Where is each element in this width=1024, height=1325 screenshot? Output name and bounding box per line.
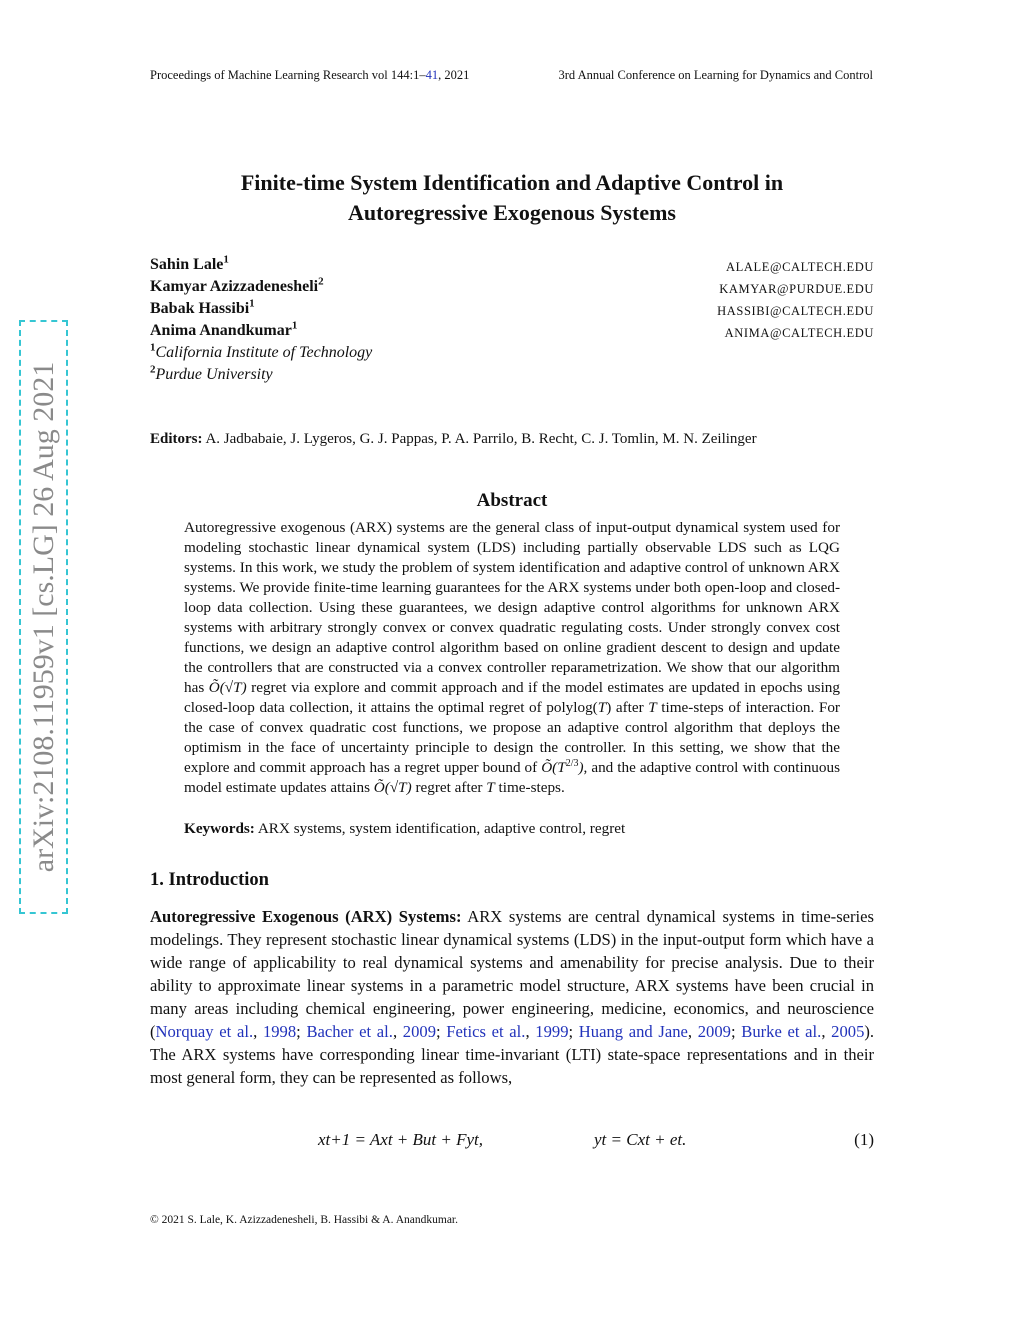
equation-output: yt = Cxt + et. (594, 1130, 687, 1149)
equation-1 (150, 1130, 874, 1154)
author-row (150, 253, 874, 278)
editors-label: Editors: (150, 431, 203, 447)
citation-link[interactable]: Bacher et al. (306, 1022, 393, 1041)
citation-year-link[interactable]: 2009 (697, 1022, 731, 1041)
keywords-line (184, 820, 840, 838)
citation-link[interactable]: Fetics et al. (446, 1022, 526, 1041)
citation-year-link[interactable]: 1999 (535, 1022, 569, 1041)
arxiv-stamp[interactable] (19, 320, 68, 914)
copyright-footer: © 2021 S. Lale, K. Azizzadenesheli, B. Hassibi & A. Anandkumar. (150, 1214, 459, 1226)
author-row (150, 275, 874, 300)
paragraph-lead: Autoregressive Exogenous (ARX) Systems: (150, 907, 462, 926)
author-row (150, 297, 874, 322)
keywords-label: Keywords: (184, 820, 255, 837)
equation-state-update: xt+1 = Axt + But + Fyt, (318, 1130, 484, 1149)
section-heading-introduction: 1. Introduction (150, 870, 269, 890)
author-block (150, 253, 874, 388)
author-name: Sahin Lale$^1$ (150, 253, 229, 273)
header-proceedings (150, 68, 469, 83)
header-page-link[interactable]: 41 (425, 68, 439, 82)
affiliation: $^2$Purdue University (150, 363, 273, 383)
editors-names: A. Jadbabaie, J. Lygeros, G. J. Pappas, P. A. Parrilo, B. Recht, C. J. Tomlin, M. N. Zeilinger (205, 431, 757, 447)
author-name: Babak Hassibi$^1$ (150, 297, 255, 317)
title-line-1: Finite-time System Identification and Adaptive Control in (240, 170, 784, 195)
author-row (150, 319, 874, 344)
citation-year-link[interactable]: 2009 (402, 1022, 436, 1041)
abstract-heading: Abstract (476, 490, 548, 511)
citation-year-link[interactable]: 1998 (262, 1022, 297, 1041)
arxiv-id: arXiv:2108.11959v1 [cs.LG] 26 Aug 2021 (26, 361, 60, 873)
header-conference: 3rd Annual Conference on Learning for Dynamics and Control (558, 68, 873, 82)
header-proceedings-prefix: Proceedings of Machine Learning Research vol 144:1– (150, 68, 426, 82)
citation-link[interactable]: Norquay et al. (155, 1022, 254, 1041)
author-email[interactable]: ALALE@CALTECH.EDU (726, 260, 874, 274)
author-name: Kamyar Azizzadenesheli$^2$ (150, 275, 324, 295)
citation-year-link[interactable]: 2005 (831, 1022, 865, 1041)
author-email[interactable]: ANIMA@CALTECH.EDU (724, 326, 874, 340)
equation-number: (1) (854, 1130, 874, 1149)
author-email[interactable]: HASSIBI@CALTECH.EDU (717, 304, 874, 318)
introduction-paragraph: Autoregressive Exogenous (ARX) Systems: ARX systems are central dynamical systems in time-series modelings. They represent stochastic linear dynamical systems (LDS) in the input-output form which have a wide range of applicability to real dynamical systems and amenability for precise analysis. Due to their ability to approximate linear systems in a parametric model structure, ARX systems have been crucial in many areas including chemical engineering, power engineering, medicine, economics, and neuroscience (Norquay et al., 1998; Bacher et al., 2009; Fetics et al., 1999; Huang and Jane, 2009; Burke et al., 2005). The ARX systems have corresponding linear time-invariant (LTI) state-space representations and in their most general form, they can be represented as follows, (150, 907, 875, 1087)
author-email[interactable]: KAMYAR@PURDUE.EDU (719, 282, 874, 296)
citation-link[interactable]: Huang and Jane (578, 1022, 688, 1041)
header-proceedings-suffix: , 2021 (438, 68, 470, 82)
keywords-text: ARX systems, system identification, adaptive control, regret (257, 820, 626, 837)
title-line-2: Autoregressive Exogenous Systems (348, 200, 676, 225)
editors-line (150, 431, 874, 448)
paper-title (150, 168, 874, 228)
author-name: Anima Anandkumar$^1$ (150, 319, 298, 339)
citation-link[interactable]: Burke et al. (741, 1022, 822, 1041)
affiliation: $^1$California Institute of Technology (150, 341, 373, 361)
abstract-body: Autoregressive exogenous (ARX) systems are the general class of input-output dynamical system used for modeling stochastic linear dynamical system (LDS) including partially observable LDS such as LQG systems. In this work, we study the problem of system identification and adaptive control of unknown ARX systems. We provide finite-time learning guarantees for the ARX systems under both open-loop and closed-loop data collection. Using these guarantees, we design adaptive control algorithms for unknown ARX systems with arbitrary strongly convex or convex quadratic regulating costs. Under strongly convex cost functions, we design an adaptive control algorithm based on online gradient descent to design and update the controllers that are constructed via a convex controller reparametrization. We show that our algorithm has Õ(√T) regret via explore and commit approach and if the model estimates are updated in epochs using closed-loop data collection, it attains the optimal regret of polylog(T) after T time-steps of interaction. For the case of convex quadratic cost functions, we propose an adaptive control algorithm that deploys the optimism in the face of uncertainty principle to design the controller. In this setting, we show that the explore and commit approach has a regret upper bound of $Õ(T^{2/3})$, and the adaptive control with continuous model estimate updates attains Õ(√T) regret after T time-steps. (184, 519, 840, 796)
